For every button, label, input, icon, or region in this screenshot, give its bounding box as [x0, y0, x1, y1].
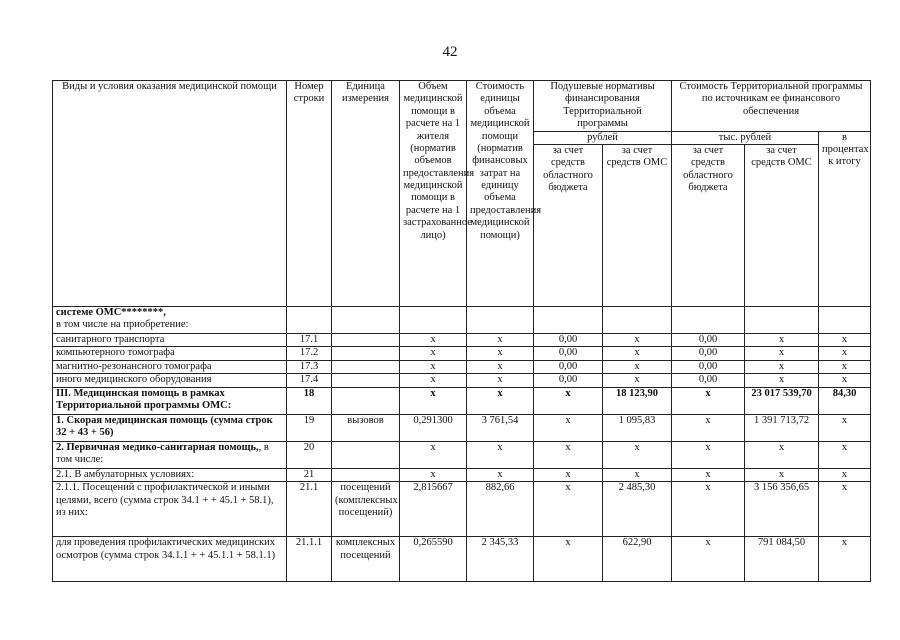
row-v2: х	[467, 441, 534, 468]
row-v2: х	[467, 374, 534, 388]
row-v6: х	[745, 347, 819, 361]
row-unit	[332, 347, 400, 361]
header-oms-funds: за счет средств ОМС	[603, 144, 672, 306]
row-number: 20	[287, 441, 332, 468]
row-v6: х	[745, 468, 819, 482]
table-row	[53, 374, 871, 388]
table-row	[53, 414, 871, 441]
row-v2: 3 761,54	[467, 414, 534, 441]
row-name: компьютерного томографа	[53, 347, 287, 361]
row-v3: х	[534, 414, 603, 441]
row-unit: вызовов	[332, 414, 400, 441]
row-v7	[819, 306, 871, 333]
row-v4: 18 123,90	[603, 387, 672, 414]
row-v1: х	[400, 387, 467, 414]
row-v4: х	[603, 333, 672, 347]
header-unit-thousand-rubles: тыс. рублей	[672, 131, 819, 144]
table-row	[53, 347, 871, 361]
row-number: 17.2	[287, 347, 332, 361]
row-v4	[603, 306, 672, 333]
row-number: 21.1.1	[287, 537, 332, 582]
row-name: магнитно-резонансного томографа	[53, 360, 287, 374]
row-name: для проведения профилактических медицинских осмотров (сумма строк 34.1.1 + + 45.1.1 + 58.1.1)	[53, 537, 287, 582]
row-v6: х	[745, 360, 819, 374]
row-v7: х	[819, 441, 871, 468]
row-v7: х	[819, 414, 871, 441]
row-unit: посещений (комплексных посещений)	[332, 482, 400, 537]
row-v6: 791 084,50	[745, 537, 819, 582]
header-row-top	[53, 81, 871, 132]
row-v2: 882,66	[467, 482, 534, 537]
row-unit	[332, 387, 400, 414]
row-v3: 0,00	[534, 333, 603, 347]
row-v1: х	[400, 468, 467, 482]
row-name: иного медицинского оборудования	[53, 374, 287, 388]
row-v1: х	[400, 333, 467, 347]
table-row	[53, 468, 871, 482]
row-v6: х	[745, 441, 819, 468]
table-row	[53, 537, 871, 582]
row-v2: х	[467, 387, 534, 414]
row-v5: 0,00	[672, 347, 745, 361]
row-v3: х	[534, 387, 603, 414]
row-v1: х	[400, 441, 467, 468]
row-v7: 84,30	[819, 387, 871, 414]
row-v2: 2 345,33	[467, 537, 534, 582]
row-number: 17.4	[287, 374, 332, 388]
header-unit-cost: Стоимость единицы объема медицинской помощи (норматив финансовых затрат на единицу объема предоставления медицинской помощи)	[467, 81, 534, 307]
row-unit	[332, 333, 400, 347]
row-number: 21	[287, 468, 332, 482]
table-row	[53, 441, 871, 468]
row-v5: х	[672, 537, 745, 582]
row-name: санитарного транспорта	[53, 333, 287, 347]
row-name: 2.1. В амбулаторных условиях:	[53, 468, 287, 482]
row-v5	[672, 306, 745, 333]
row-v7: х	[819, 374, 871, 388]
row-v7: х	[819, 482, 871, 537]
row-number: 18	[287, 387, 332, 414]
header-oms-funds-cost: за счет средств ОМС	[745, 144, 819, 306]
header-regional-budget: за счет средств областного бюджета	[534, 144, 603, 306]
row-v5: х	[672, 468, 745, 482]
row-v3: х	[534, 468, 603, 482]
row-number: 17.1	[287, 333, 332, 347]
row-unit	[332, 306, 400, 333]
row-v1	[400, 306, 467, 333]
row-v3: х	[534, 482, 603, 537]
table-row	[53, 482, 871, 537]
row-v5: х	[672, 482, 745, 537]
row-unit: комплексных посещений	[332, 537, 400, 582]
row-v3: 0,00	[534, 360, 603, 374]
row-v1: х	[400, 374, 467, 388]
table-row	[53, 333, 871, 347]
header-percent-total: в процентах к итогу	[819, 131, 871, 306]
row-number: 17.3	[287, 360, 332, 374]
row-unit	[332, 360, 400, 374]
row-name: 2.1.1. Посещений с профилактической и иными целями, всего (сумма строк 34.1 + + 45.1 + 58.1), из них:	[53, 482, 287, 537]
header-row-number: Номер строки	[287, 81, 332, 307]
row-v5: х	[672, 387, 745, 414]
row-v6: х	[745, 374, 819, 388]
row-v2: х	[467, 333, 534, 347]
row-v4: х	[603, 441, 672, 468]
row-v5: 0,00	[672, 374, 745, 388]
row-v7: х	[819, 537, 871, 582]
row-v3: 0,00	[534, 347, 603, 361]
row-v7: х	[819, 360, 871, 374]
header-type-of-care: Виды и условия оказания медицинской помощи	[53, 81, 287, 307]
row-number: 21.1	[287, 482, 332, 537]
row-v4: х	[603, 347, 672, 361]
row-name: системе ОМС********, в том числе на приобретение:	[53, 306, 287, 333]
row-v6	[745, 306, 819, 333]
row-v7: х	[819, 468, 871, 482]
header-unit-rubles: рублей	[534, 131, 672, 144]
row-v5: 0,00	[672, 333, 745, 347]
row-unit	[332, 374, 400, 388]
row-v6: х	[745, 333, 819, 347]
medical-care-table	[52, 80, 871, 582]
row-v3: х	[534, 441, 603, 468]
row-v4: 2 485,30	[603, 482, 672, 537]
table-row	[53, 387, 871, 414]
row-v3: 0,00	[534, 374, 603, 388]
row-v3	[534, 306, 603, 333]
row-v2: х	[467, 360, 534, 374]
row-v5: 0,00	[672, 360, 745, 374]
row-name: 1. Скорая медицинская помощь (сумма строк 32 + 43 + 56)	[53, 414, 287, 441]
row-name: 2. Первичная медико-санитарная помощь,, в том числе:	[53, 441, 287, 468]
header-per-capita-norms: Подушевые нормативы финансирования Территориальной программы	[534, 81, 672, 132]
header-program-cost: Стоимость Территориальной программы по источникам ее финансового обеспечения	[672, 81, 871, 132]
table-row	[53, 306, 871, 333]
header-volume: Объем медицинской помощи в расчете на 1 жителя (норматив объемов предоставления медицинской помощи в расчете на 1 застрахованное лицо)	[400, 81, 467, 307]
row-v4: х	[603, 468, 672, 482]
row-name: III. Медицинская помощь в рамках Территориальной программы ОМС:	[53, 387, 287, 414]
row-v4: х	[603, 374, 672, 388]
row-v7: х	[819, 347, 871, 361]
row-v3: х	[534, 537, 603, 582]
row-v2: х	[467, 468, 534, 482]
row-v1: 0,291300	[400, 414, 467, 441]
row-number: 19	[287, 414, 332, 441]
row-v7: х	[819, 333, 871, 347]
table-row	[53, 360, 871, 374]
header-unit: Единица измерения	[332, 81, 400, 307]
row-v1: х	[400, 360, 467, 374]
row-v4: 622,90	[603, 537, 672, 582]
row-number	[287, 306, 332, 333]
row-v1: 2,815667	[400, 482, 467, 537]
row-v6: 3 156 356,65	[745, 482, 819, 537]
row-v5: х	[672, 441, 745, 468]
row-unit	[332, 468, 400, 482]
row-v1: 0,265590	[400, 537, 467, 582]
row-v4: 1 095,83	[603, 414, 672, 441]
page-number: 42	[442, 44, 458, 60]
row-v1: х	[400, 347, 467, 361]
header-regional-budget-cost: за счет средств областного бюджета	[672, 144, 745, 306]
row-v5: х	[672, 414, 745, 441]
row-v4: х	[603, 360, 672, 374]
row-v6: 1 391 713,72	[745, 414, 819, 441]
row-unit	[332, 441, 400, 468]
row-v6: 23 017 539,70	[745, 387, 819, 414]
row-v2	[467, 306, 534, 333]
row-v2: х	[467, 347, 534, 361]
